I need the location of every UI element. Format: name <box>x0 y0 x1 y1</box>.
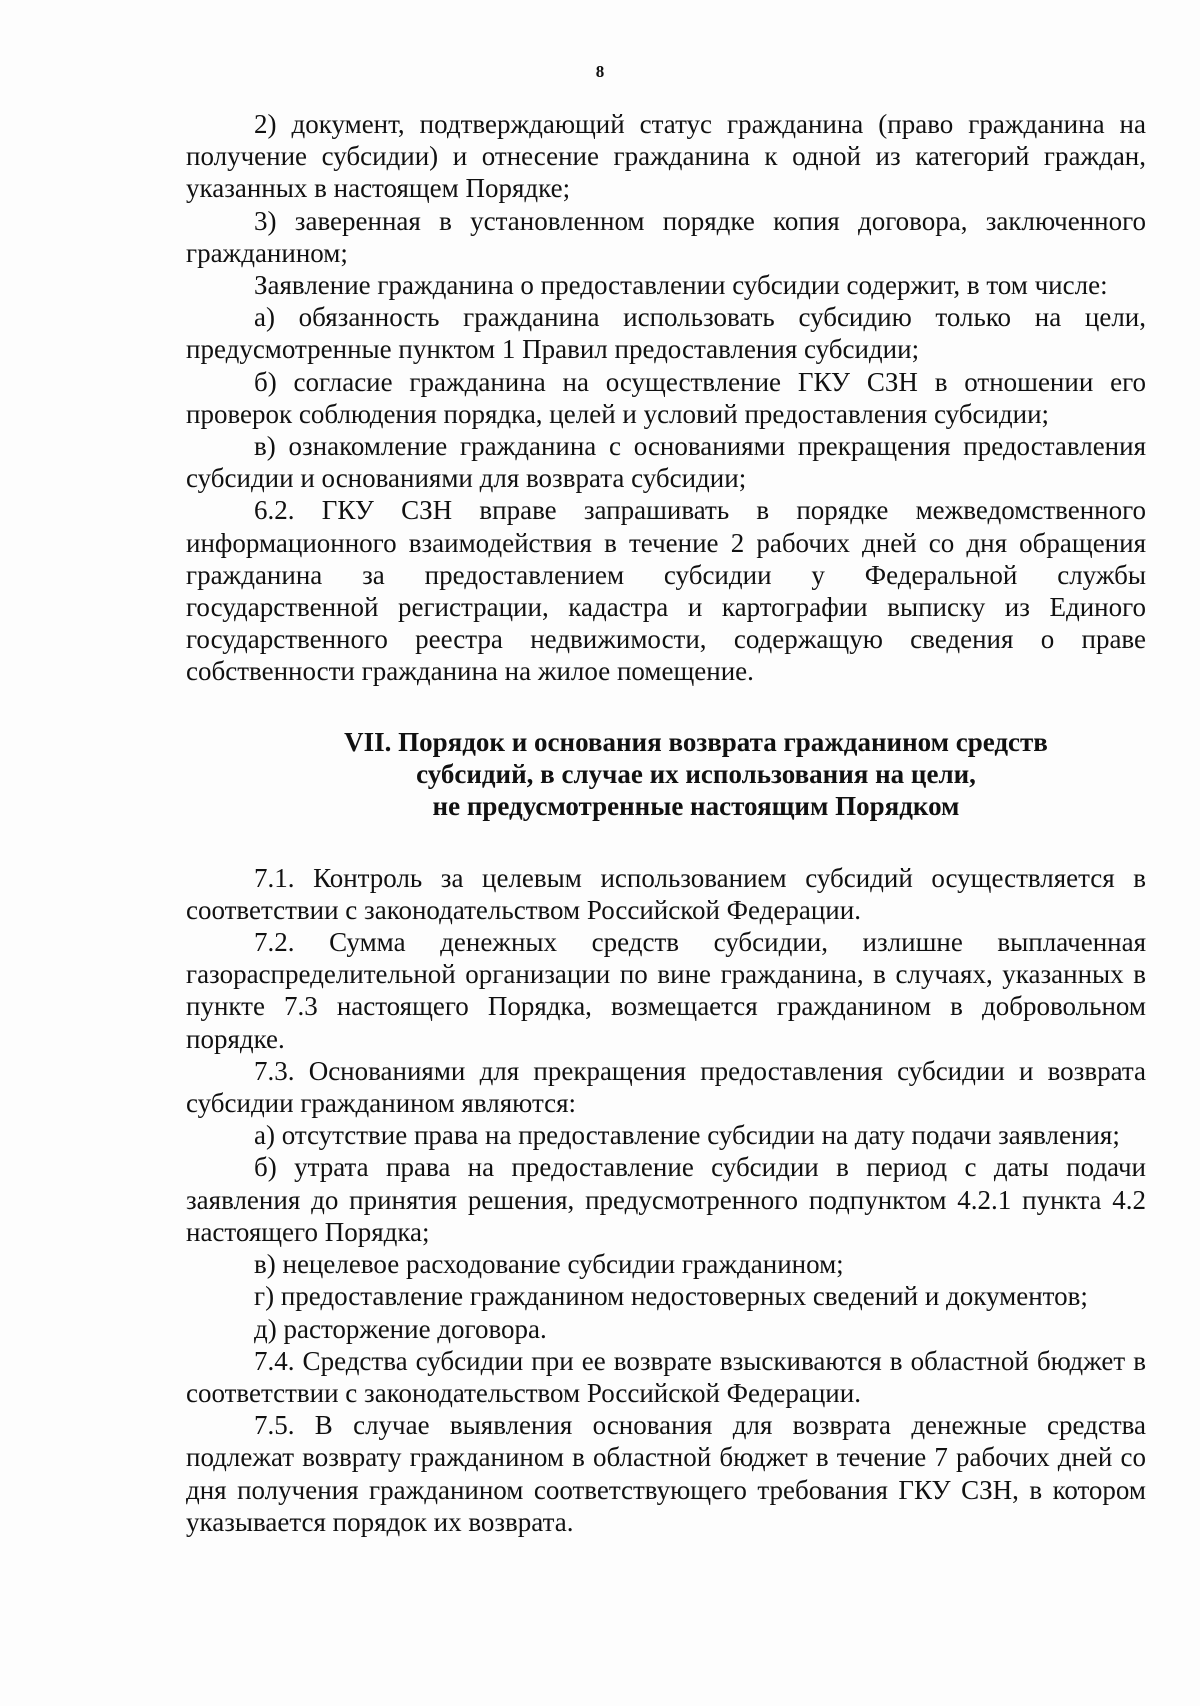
paragraph-7-3-a: а) отсутствие права на предоставление субсидии на дату подачи заявления; <box>254 1120 1120 1151</box>
paragraph-7-3: 7.3. Основаниями для прекращения предоставления субсидии и возврата субсидии гражданином являются: <box>186 1055 1146 1119</box>
paragraph-item-b-consent: б) согласие гражданина на осуществление ГКУ СЗН в отношении его проверок соблюдения порядка, целей и условий предоставления субсидии; <box>186 366 1146 429</box>
paragraph-7-3-g: г) предоставление гражданином недостоверных сведений и документов; <box>254 1281 1088 1312</box>
paragraph-7-1: 7.1. Контроль за целевым использованием субсидий осуществляется в соответствии с законодательством Российской Федерации. <box>186 862 1146 925</box>
paragraph-item-3-contract-copy: 3) заверенная в установленном порядке копия договора, заключенного гражданином; <box>186 205 1146 268</box>
section-title-line-2: субсидий, в случае их использования на цели, <box>416 758 976 789</box>
paragraph-7-3-v: в) нецелевое расходование субсидии гражданином; <box>254 1249 844 1280</box>
paragraph-application-contents: Заявление гражданина о предоставлении субсидии содержит, в том числе: <box>254 270 1108 301</box>
paragraph-7-5: 7.5. В случае выявления основания для возврата денежные средства подлежат возврату гражданином в областной бюджет в течение 7 рабочих дней со дня получения гражданином соответствующего требования ГКУ СЗН, в котором указывается порядок их возврата. <box>186 1410 1146 1537</box>
paragraph-item-a-obligation: а) обязанность гражданина использовать субсидию только на цели, предусмотренные пунктом 1 Правил предоставления субсидии; <box>186 302 1146 365</box>
paragraph-7-4: 7.4. Средства субсидии при ее возврате взыскиваются в областной бюджет в соответствии с законодательством Российской Федерации. <box>186 1345 1146 1408</box>
section-title <box>186 726 1146 822</box>
paragraph-6-2: 6.2. ГКУ СЗН вправе запрашивать в порядке межведомственного информационного взаимодействия в течение 2 рабочих дней со дня обращения гражданина за предоставлением субсидии у Федеральной службы государственной регистрации, кадастра и картографии выписку из Единого государственного реестра недвижимости, содержащую сведения о праве собственности гражданина на жилое помещение. <box>186 495 1146 687</box>
paragraph-7-3-b: б) утрата права на предоставление субсидии в период с даты подачи заявления до принятия решения, предусмотренного подпунктом 4.2.1 пункта 4.2 настоящего Порядка; <box>186 1152 1146 1247</box>
document-body <box>186 108 1146 1538</box>
page-number: 8 <box>595 62 605 81</box>
paragraph-7-2: 7.2. Сумма денежных средств субсидии, излишне выплаченная газораспределительной организации по вине гражданина, в случаях, указанных в пункте 7.3 настоящего Порядка, возмещается гражданином в добровольном порядке. <box>186 927 1146 1054</box>
section-title-line-1: VII. Порядок и основания возврата гражданином средств <box>344 726 1048 757</box>
section-title-line-3: не предусмотренные настоящим Порядком <box>432 790 960 821</box>
paragraph-7-3-d: д) расторжение договора. <box>254 1313 547 1344</box>
paragraph-item-v-familiarization: в) ознакомление гражданина с основаниями прекращения предоставления субсидии и основаниями для возврата субсидии; <box>186 431 1146 494</box>
paragraph-item-2-document: 2) документ, подтверждающий статус гражданина (право гражданина на получение субсидии) и отнесение гражданина к одной из категорий граждан, указанных в настоящем Порядке; <box>186 109 1146 204</box>
